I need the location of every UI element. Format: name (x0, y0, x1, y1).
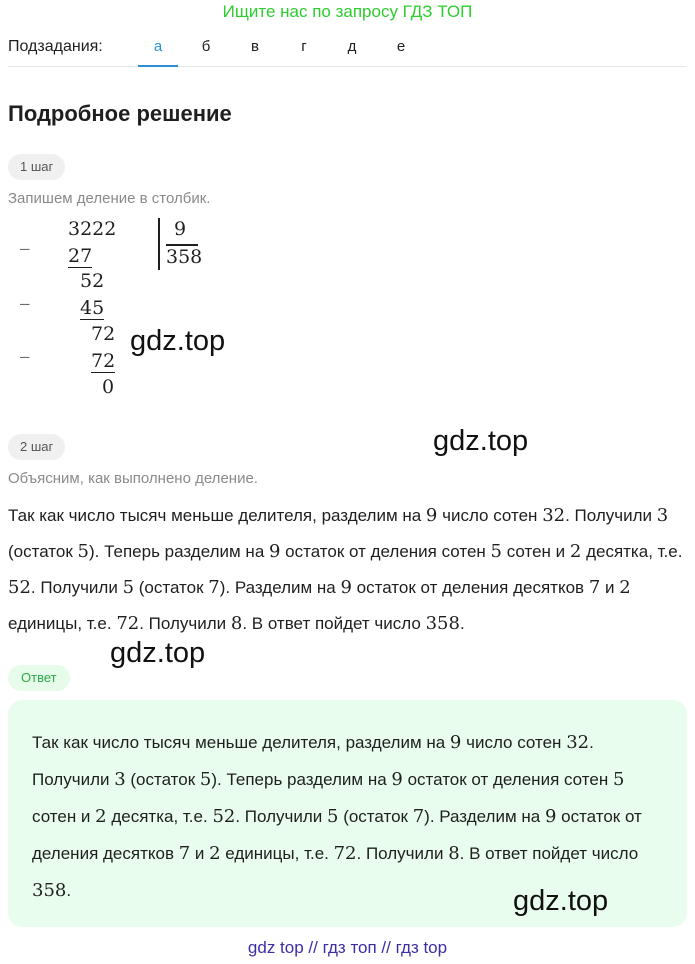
subtrahend: 72 (91, 350, 116, 372)
watermark: gdz.top (130, 325, 226, 357)
tab-a[interactable]: а (138, 38, 178, 67)
subtasks-bar (8, 36, 687, 67)
dividend: 3222 (68, 218, 117, 240)
step-hint-2: Объясним, как выполнено деление. (8, 470, 258, 487)
subtasks-label: Подзадания: (8, 38, 103, 55)
minus-sign: _ (20, 228, 30, 250)
step-hint-1: Запишем деление в столбик. (8, 190, 211, 207)
quotient: 358 (166, 246, 203, 268)
watermark: gdz.top (110, 637, 206, 669)
tab-v[interactable]: в (251, 38, 259, 55)
division-bar (158, 218, 160, 270)
promo-banner[interactable]: Ищите нас по запросу ГДЗ ТОП (222, 2, 473, 21)
footer-links[interactable]: gdz top // гдз топ // гдз top (247, 938, 448, 957)
answer-box (8, 700, 687, 927)
watermark: gdz.top (513, 885, 609, 917)
tab-e[interactable]: е (396, 38, 406, 55)
remainder: 0 (102, 376, 115, 398)
watermark: gdz.top (433, 425, 529, 457)
tab-b[interactable]: б (201, 38, 211, 55)
minus-sign: _ (20, 336, 30, 358)
page-title: Подробное решение (8, 101, 232, 126)
minus-sign: _ (20, 283, 30, 305)
partial-dividend: 52 (80, 270, 105, 292)
explanation-text: Так как число тысяч меньше делителя, разделим на 9 число сотен 32. Получили 3 (остаток 5). Теперь разделим на 9 остаток от деления сотен 5 сотен и 2 десятка, т.е. 52. Получили 5 (остаток 7). Разделим на 9 остаток от деления десятков 7 и 2 единицы, т.е. 72. Получили 8. В ответ пойдет число 358. (8, 505, 683, 634)
answer-badge: Ответ (8, 665, 70, 691)
step-badge-2: 2 шаг (8, 434, 65, 460)
step-badge-1: 1 шаг (8, 154, 65, 180)
divisor: 9 (174, 218, 187, 240)
subtrahend: 45 (80, 297, 105, 319)
tab-g[interactable]: г (301, 38, 307, 55)
partial-dividend: 72 (91, 323, 116, 345)
tab-d[interactable]: д (347, 38, 357, 55)
answer-text: Так как число тысяч меньше делителя, разделим на 9 число сотен 32. Получили 3 (остаток 5). Теперь разделим на 9 остаток от деления сотен 5 сотен и 2 десятка, т.е. 52. Получили 5 (остаток 7). Разделим на 9 остаток от деления десятков 7 и 2 единицы, т.е. 72. Получили 8. В ответ пойдет число 358. (32, 732, 642, 901)
subtrahend: 27 (68, 245, 93, 267)
